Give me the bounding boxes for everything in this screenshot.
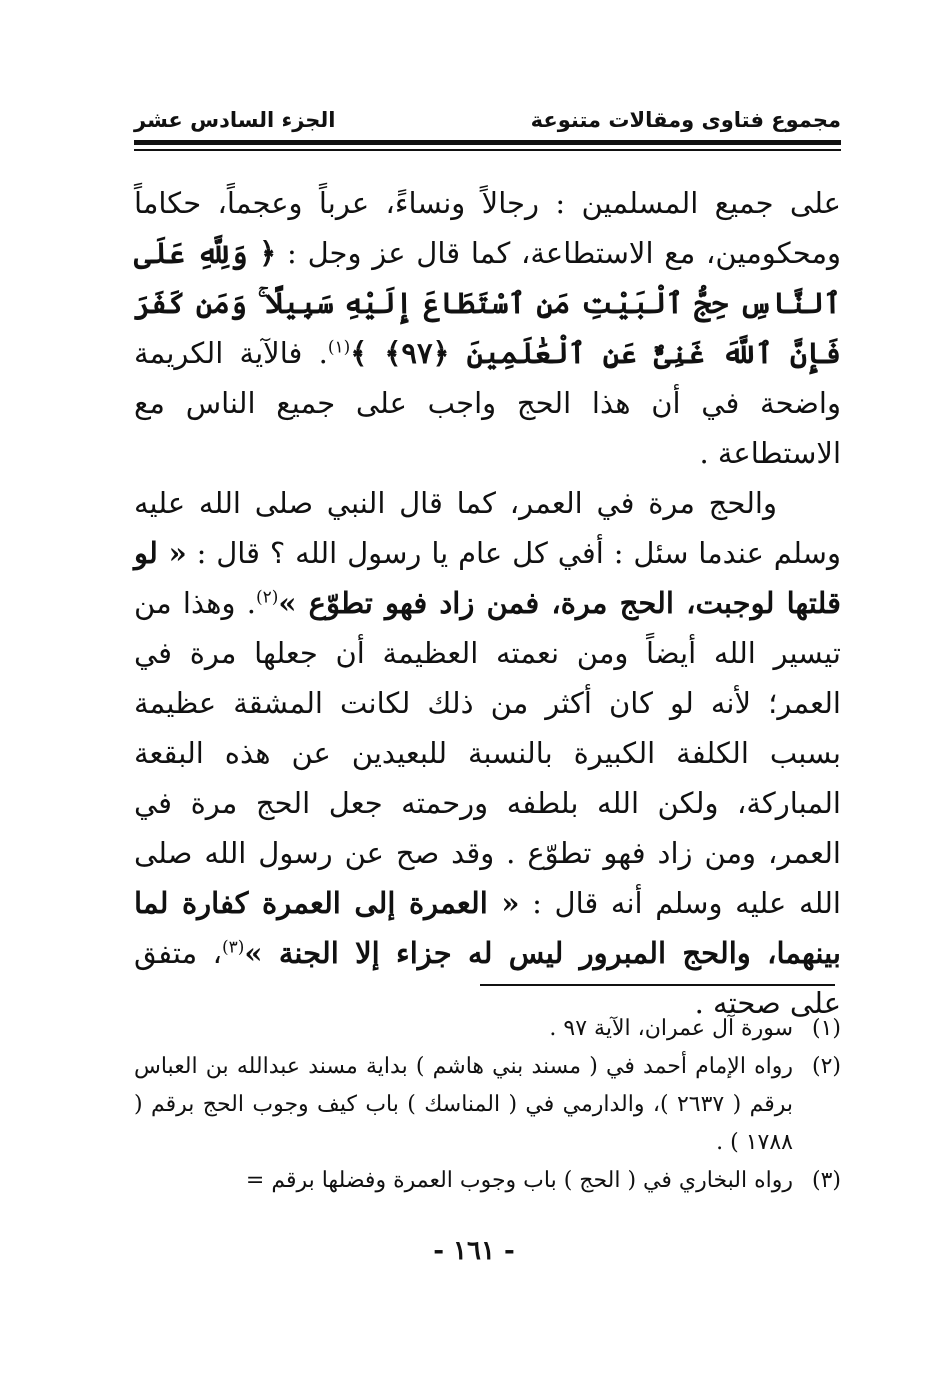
- paragraph-2: [134, 478, 841, 1028]
- p1-rest: . فالآية الكريمة واضحة في أن هذا الحج واجب على جميع الناس مع الاستطاعة .: [134, 336, 841, 470]
- book-title: مجموع فتاوى ومقالات متنوعة: [530, 108, 841, 132]
- footnote-separator: [480, 984, 835, 986]
- paragraph-1: [134, 178, 841, 478]
- footnote: [134, 1162, 841, 1200]
- header-rule-thick: [134, 140, 841, 145]
- footnote-ref-2: (٢): [255, 587, 279, 608]
- footnote-text: رواه البخاري في ( الحج ) باب وجوب العمرة وفضلها برقم =: [245, 1168, 793, 1193]
- footnote-ref-1: (١): [327, 337, 351, 358]
- footnote-number: (١): [811, 1016, 841, 1041]
- running-header: [134, 100, 841, 140]
- p2-end: ، متفق على صحته .: [134, 936, 841, 1020]
- footnote-ref-3: (٣): [221, 937, 245, 958]
- footnote: [134, 1010, 841, 1048]
- hadith-2: « العمرة إلى العمرة كفارة لما بينهما، والحج المبرور ليس له جزاء إلا الجنة »: [134, 886, 842, 970]
- page-number: - ١٦١ -: [433, 1236, 515, 1266]
- footnote: [134, 1048, 841, 1162]
- hadith-1: « لو قلتها لوجبت، الحج مرة، فمن زاد فهو تطوّع »: [134, 536, 841, 620]
- footnote-number: (٢): [811, 1054, 841, 1079]
- p2-intro: والحج مرة في العمر، كما قال النبي صلى الله عليه وسلم عندما سئل : أفي كل عام يا رسول الله ؟ قال :: [134, 486, 841, 570]
- footnote-text: سورة آل عمران، الآية ٩٧ .: [549, 1016, 793, 1041]
- main-text: [134, 178, 841, 1028]
- footnote-number: (٣): [811, 1168, 841, 1193]
- p2-mid: . وهذا من تيسير الله أيضاً ومن نعمته العظيمة أن جعلها مرة في العمر؛ لأنه لو كان أكثر من ذلك لكانت المشقة عظيمة بسبب الكلفة الكبيرة بالنسبة للبعيدين عن هذه البقعة المباركة، ولكن الله بلطفه ورحمته جعل الحج مرة في العمر، ومن زاد فهو تطوّع . وقد صح عن رسول الله صلى الله عليه وسلم أنه قال :: [134, 586, 841, 920]
- footnotes: [134, 1010, 841, 1200]
- p1-intro: على جميع المسلمين : رجالاً ونساءً، عرباً وعجماً، حكاماً ومحكومين، مع الاستطاعة، كما قال عز وجل :: [134, 186, 841, 270]
- volume-label: الجزء السادس عشر: [134, 108, 336, 132]
- header-rule-thin: [134, 149, 841, 151]
- quran-verse: ﴿ وَلِلَّهِ عَلَى ٱلنَّاسِ حِجُّ ٱلْبَيْتِ مَنِ ٱسْتَطَاعَ إِلَيْهِ سَبِيلًا ۚ وَمَن كَفَرَ فَإِنَّ ٱللَّهَ غَنِىٌّ عَنِ ٱلْعَٰلَمِينَ ﴿٩٧﴾ ﴾: [134, 236, 841, 370]
- footnote-text: رواه الإمام أحمد في ( مسند بني هاشم ) بداية مسند عبدالله بن العباس برقم ( ٢٦٣٧ )، والدارمي في ( المناسك ) باب كيف وجوب الحج برقم ( ١٧٨٨ ) .: [134, 1054, 793, 1155]
